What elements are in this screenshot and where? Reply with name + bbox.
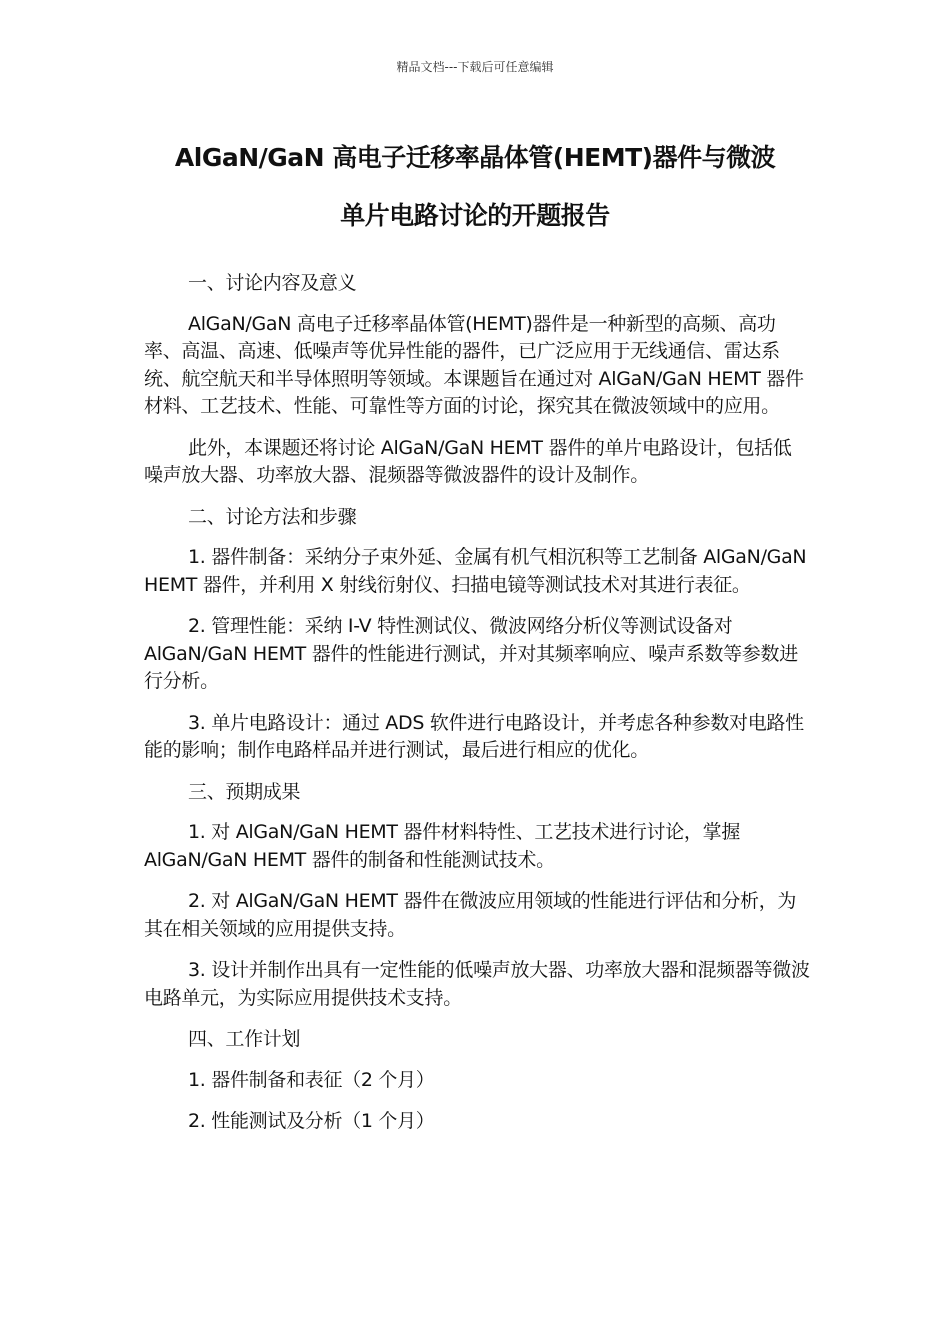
- document-title-line-2: 单片电路讨论的开题报告: [340, 201, 610, 230]
- paragraph-research-significance: AlGaN/GaN 高电子迁移率晶体管(HEMT)器件是一种新型的高频、高功率、高温、高速、低噪声等优异性能的器件，已广泛应用于无线通信、雷达系统、航空航天和半导体照明等领域。本课题旨在通过对 AlGaN/GaN HEMT 器件材料、工艺技术、性能、可靠性等方面的讨论，探究其在微波领域中的应用。: [144, 312, 804, 417]
- paragraph-result-3: 3. 设计并制作出具有一定性能的低噪声放大器、功率放大器和混频器等微波电路单元，为实际应用提供技术支持。: [144, 959, 810, 1009]
- document-title-line-1: AlGaN/GaN 高电子迁移率晶体管(HEMT)器件与微波: [174, 143, 776, 172]
- section-heading-expected-results: 三、预期成果: [188, 780, 301, 803]
- plan-item-1: 1. 器件制备和表征（2 个月）: [188, 1068, 435, 1091]
- page-header-note: 精品文档---下载后可任意编辑: [396, 60, 554, 74]
- paragraph-result-2: 2. 对 AlGaN/GaN HEMT 器件在微波应用领域的性能进行评估和分析，为其在相关领域的应用提供支持。: [144, 890, 797, 940]
- paragraph-method-device-fabrication: 1. 器件制备：采纳分子束外延、金属有机气相沉积等工艺制备 AlGaN/GaN HEMT 器件，并利用 X 射线衍射仪、扫描电镜等测试技术对其进行表征。: [144, 546, 807, 596]
- paragraph-method-performance: 2. 管理性能：采纳 I-V 特性测试仪、微波网络分析仪等测试设备对 AlGaN/GaN HEMT 器件的性能进行测试，并对其频率响应、噪声系数等参数进行分析。: [144, 615, 798, 692]
- section-heading-work-plan: 四、工作计划: [188, 1028, 301, 1050]
- plan-item-2: 2. 性能测试及分析（1 个月）: [188, 1110, 435, 1132]
- section-heading-research-content: 一、讨论内容及意义: [188, 272, 357, 294]
- section-heading-methods: 二、讨论方法和步骤: [188, 505, 357, 528]
- document-body: [144, 270, 810, 1150]
- paragraph-method-circuit-design: 3. 单片电路设计：通过 ADS 软件进行电路设计，并考虑各种参数对电路性能的影响；制作电路样品并进行测试，最后进行相应的优化。: [144, 711, 804, 761]
- paragraph-result-1: 1. 对 AlGaN/GaN HEMT 器件材料特性、工艺技术进行讨论，掌握 AlGaN/GaN HEMT 器件的制备和性能测试技术。: [144, 821, 741, 871]
- paragraph-circuit-design-scope: 此外，本课题还将讨论 AlGaN/GaN HEMT 器件的单片电路设计，包括低噪声放大器、功率放大器、混频器等微波器件的设计及制作。: [144, 436, 792, 486]
